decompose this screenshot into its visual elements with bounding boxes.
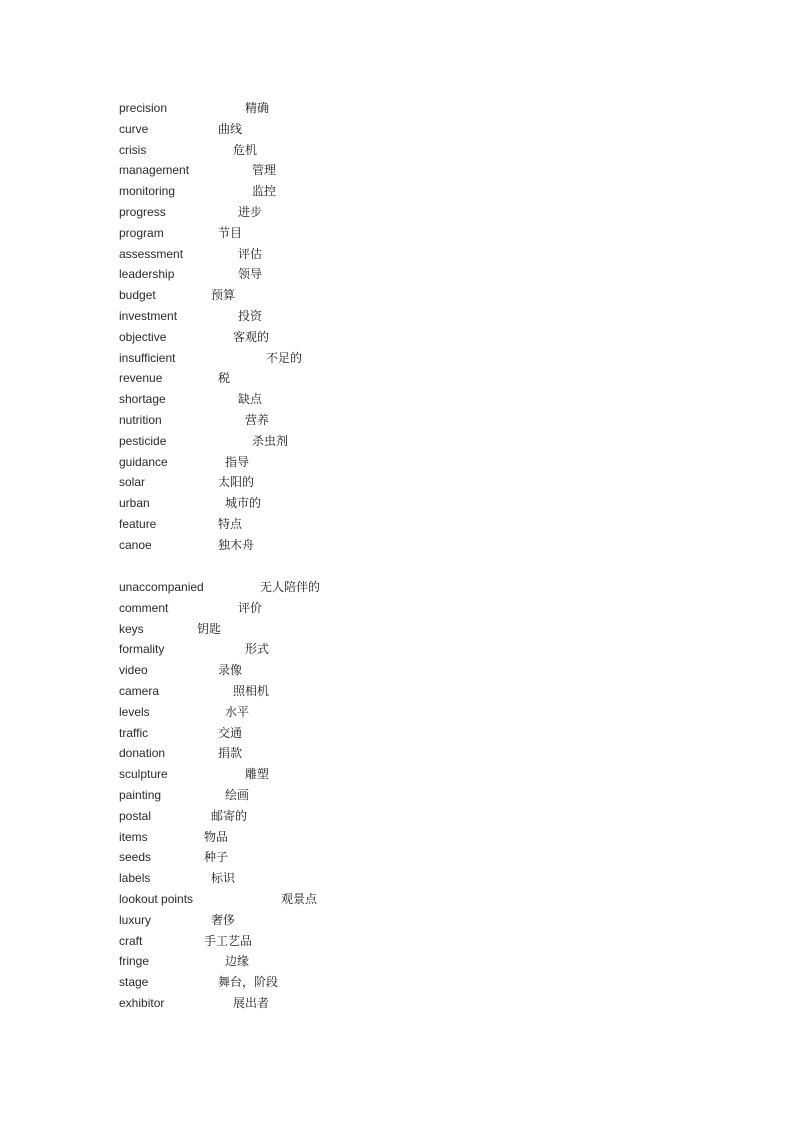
chinese-translation: 水平 <box>225 704 250 719</box>
chinese-translation: 独木舟 <box>218 537 255 552</box>
english-term: objective <box>119 329 167 344</box>
chinese-translation: 物品 <box>204 829 229 844</box>
vocab-row <box>119 245 679 266</box>
english-term: canoe <box>119 537 152 552</box>
chinese-translation: 奢侈 <box>211 912 236 927</box>
english-term: keys <box>119 621 144 636</box>
english-term: monitoring <box>119 184 176 199</box>
english-term: lookout points <box>119 891 194 906</box>
vocabulary-list-1 <box>119 99 679 557</box>
chinese-translation: 形式 <box>245 642 270 657</box>
vocab-row <box>119 120 679 141</box>
english-term: labels <box>119 871 151 886</box>
english-term: assessment <box>119 246 184 261</box>
english-term: sculpture <box>119 767 168 782</box>
vocab-row <box>119 411 679 432</box>
vocab-row <box>119 911 679 932</box>
chinese-translation: 钥匙 <box>197 621 222 636</box>
english-term: urban <box>119 496 150 511</box>
english-term: guidance <box>119 454 168 469</box>
english-term: management <box>119 163 190 178</box>
vocab-row <box>119 786 679 807</box>
english-term: leadership <box>119 267 175 282</box>
vocab-row <box>119 703 679 724</box>
chinese-translation: 不足的 <box>266 350 303 365</box>
vocab-row <box>119 141 679 162</box>
vocab-row <box>119 286 679 307</box>
english-term: stage <box>119 975 149 990</box>
english-term: investment <box>119 308 178 323</box>
english-term: crisis <box>119 142 147 157</box>
vocab-row <box>119 994 679 1015</box>
chinese-translation: 投资 <box>238 308 263 323</box>
english-term: insufficient <box>119 350 176 365</box>
english-term: traffic <box>119 725 149 740</box>
chinese-translation: 指导 <box>225 454 250 469</box>
vocab-row <box>119 848 679 869</box>
chinese-translation: 曲线 <box>218 121 243 136</box>
english-term: craft <box>119 933 143 948</box>
vocab-row <box>119 453 679 474</box>
vocab-row <box>119 265 679 286</box>
chinese-translation: 雕塑 <box>245 767 270 782</box>
vocab-row <box>119 952 679 973</box>
vocab-row <box>119 973 679 994</box>
vocabulary-list-2 <box>119 578 679 1015</box>
english-term: camera <box>119 683 160 698</box>
chinese-translation: 邮寄的 <box>211 808 248 823</box>
chinese-translation: 无人陪伴的 <box>260 580 321 594</box>
chinese-translation: 税 <box>218 371 231 386</box>
vocab-row <box>119 494 679 515</box>
vocab-row <box>119 682 679 703</box>
english-term: unaccompanied <box>119 580 204 594</box>
chinese-translation: 边缘 <box>225 954 250 969</box>
chinese-translation: 绘画 <box>225 787 250 802</box>
chinese-translation: 种子 <box>204 850 229 865</box>
vocab-row <box>119 744 679 765</box>
english-term: fringe <box>119 954 150 969</box>
english-term: items <box>119 829 148 844</box>
vocab-row <box>119 307 679 328</box>
chinese-translation: 缺点 <box>238 392 263 407</box>
english-term: solar <box>119 475 146 490</box>
chinese-translation: 录像 <box>218 663 243 678</box>
chinese-translation: 展出者 <box>233 995 270 1010</box>
english-term: exhibitor <box>119 995 165 1010</box>
vocab-row <box>119 620 679 641</box>
chinese-translation: 杀虫剂 <box>252 433 289 448</box>
vocab-row <box>119 203 679 224</box>
chinese-translation: 领导 <box>238 267 263 282</box>
vocab-row <box>119 536 679 557</box>
chinese-translation: 管理 <box>252 163 277 178</box>
vocab-row <box>119 578 679 599</box>
english-term: curve <box>119 121 149 136</box>
english-term: budget <box>119 288 156 303</box>
vocab-row <box>119 432 679 453</box>
chinese-translation: 观景点 <box>281 891 318 906</box>
english-term: levels <box>119 704 150 719</box>
vocab-row <box>119 161 679 182</box>
vocab-row <box>119 224 679 245</box>
chinese-translation: 太阳的 <box>218 475 255 490</box>
vocab-row <box>119 724 679 745</box>
vocab-row <box>119 599 679 620</box>
chinese-translation: 监控 <box>252 184 277 199</box>
chinese-translation: 评估 <box>238 246 263 261</box>
chinese-translation: 危机 <box>233 142 258 157</box>
vocab-row <box>119 807 679 828</box>
vocab-row <box>119 932 679 953</box>
vocab-row <box>119 515 679 536</box>
english-term: video <box>119 663 148 678</box>
english-term: feature <box>119 516 157 531</box>
chinese-translation: 精确 <box>245 101 270 115</box>
english-term: painting <box>119 787 162 802</box>
english-term: shortage <box>119 392 166 407</box>
english-term: progress <box>119 204 166 219</box>
chinese-translation: 评价 <box>238 600 263 615</box>
english-term: luxury <box>119 912 152 927</box>
chinese-translation: 进步 <box>238 204 263 219</box>
vocab-row <box>119 765 679 786</box>
vocab-row <box>119 99 679 120</box>
english-term: seeds <box>119 850 152 865</box>
english-term: program <box>119 225 164 240</box>
chinese-translation: 营养 <box>245 412 270 427</box>
chinese-translation: 手工艺品 <box>204 933 253 948</box>
english-term: pesticide <box>119 433 167 448</box>
vocab-row <box>119 390 679 411</box>
vocab-row <box>119 640 679 661</box>
english-term: nutrition <box>119 412 162 427</box>
vocab-row <box>119 890 679 911</box>
english-term: donation <box>119 746 166 761</box>
chinese-translation: 交通 <box>218 725 243 740</box>
vocab-row <box>119 182 679 203</box>
vocab-row <box>119 661 679 682</box>
english-term: comment <box>119 600 169 615</box>
chinese-translation: 捐款 <box>218 746 243 761</box>
vocab-row <box>119 473 679 494</box>
chinese-translation: 特点 <box>218 516 243 531</box>
vocab-row <box>119 349 679 370</box>
english-term: postal <box>119 808 152 823</box>
chinese-translation: 舞台，阶段 <box>218 975 279 990</box>
chinese-translation: 照相机 <box>233 683 270 698</box>
vocab-row <box>119 828 679 849</box>
chinese-translation: 节目 <box>218 225 243 240</box>
chinese-translation: 预算 <box>211 288 236 303</box>
chinese-translation: 客观的 <box>233 329 270 344</box>
vocab-row <box>119 869 679 890</box>
chinese-translation: 城市的 <box>225 496 262 511</box>
vocab-row <box>119 369 679 390</box>
english-term: revenue <box>119 371 163 386</box>
english-term: formality <box>119 642 165 657</box>
chinese-translation: 标识 <box>211 871 236 886</box>
english-term: precision <box>119 101 168 115</box>
vocab-row <box>119 328 679 349</box>
